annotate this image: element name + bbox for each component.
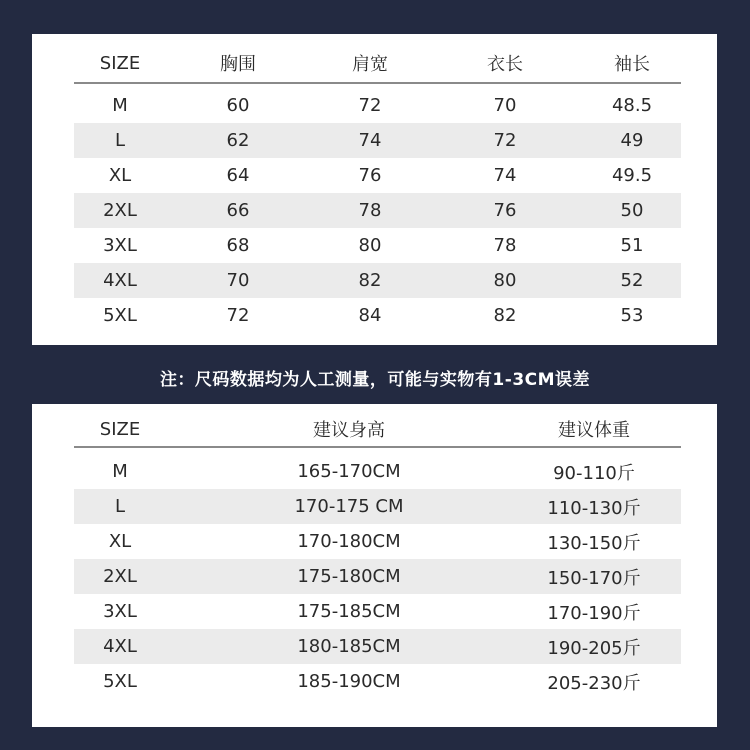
measurement-header-row	[74, 44, 681, 84]
recommendation-panel	[32, 404, 717, 727]
table-row	[74, 123, 681, 158]
table-row	[74, 193, 681, 228]
cell-height: 175-185CM	[297, 601, 401, 622]
measurement-rows	[74, 88, 681, 333]
cell-height: 175-180CM	[297, 566, 401, 587]
table-row	[74, 88, 681, 123]
cell-weight: 170-190斤	[547, 602, 641, 624]
cell-size: L	[114, 130, 126, 151]
cell-chest: 70	[226, 270, 250, 291]
cell-chest: 64	[226, 165, 250, 186]
cell-size: 3XL	[103, 235, 137, 256]
cell-shoulder: 74	[358, 130, 382, 151]
cell-height: 185-190CM	[297, 671, 401, 692]
cell-length: 78	[493, 235, 517, 256]
cell-shoulder: 72	[358, 95, 382, 116]
table-row	[74, 594, 681, 629]
cell-size: 3XL	[103, 601, 137, 622]
cell-height: 180-185CM	[297, 636, 401, 657]
cell-chest: 60	[226, 95, 250, 116]
measurement-panel	[32, 34, 717, 345]
cell-length: 74	[493, 165, 517, 186]
cell-chest: 72	[226, 305, 250, 326]
cell-sleeve: 49	[620, 130, 644, 151]
cell-weight: 130-150斤	[547, 532, 641, 554]
cell-sleeve: 52	[620, 270, 644, 291]
cell-sleeve: 53	[620, 305, 644, 326]
cell-sleeve: 48.5	[611, 95, 653, 116]
header-size: SIZE	[99, 418, 141, 440]
cell-length: 70	[493, 95, 517, 116]
cell-height: 165-170CM	[297, 461, 401, 482]
cell-size: 2XL	[103, 200, 137, 221]
cell-height: 170-175 CM	[294, 496, 404, 517]
cell-size: 5XL	[103, 305, 137, 326]
cell-weight: 205-230斤	[547, 672, 641, 694]
measurement-note: 注：尺码数据均为人工测量，可能与实物有1-3CM误差	[159, 369, 591, 390]
cell-size: XL	[108, 165, 132, 186]
cell-shoulder: 78	[358, 200, 382, 221]
cell-sleeve: 50	[620, 200, 644, 221]
cell-size: 4XL	[103, 270, 137, 291]
table-row	[74, 559, 681, 594]
header-height: 建议身高	[313, 420, 385, 441]
recommendation-rows	[74, 454, 681, 699]
cell-size: XL	[108, 531, 132, 552]
header-length: 衣长	[487, 54, 523, 75]
table-row	[74, 298, 681, 333]
recommendation-header-row	[74, 412, 681, 448]
table-row	[74, 228, 681, 263]
table-row	[74, 158, 681, 193]
cell-shoulder: 76	[358, 165, 382, 186]
measurement-table	[74, 44, 681, 333]
header-chest: 胸围	[220, 54, 256, 75]
header-weight: 建议体重	[558, 420, 630, 441]
table-row	[74, 524, 681, 559]
cell-length: 72	[493, 130, 517, 151]
cell-shoulder: 84	[358, 305, 382, 326]
cell-shoulder: 82	[358, 270, 382, 291]
header-sleeve: 袖长	[614, 54, 650, 75]
cell-shoulder: 80	[358, 235, 382, 256]
cell-chest: 62	[226, 130, 250, 151]
cell-weight: 190-205斤	[547, 637, 641, 659]
table-row	[74, 489, 681, 524]
cell-size: 2XL	[103, 566, 137, 587]
cell-size: M	[112, 461, 128, 482]
cell-chest: 66	[226, 200, 250, 221]
cell-size: M	[112, 95, 128, 116]
cell-weight: 150-170斤	[547, 567, 641, 589]
header-shoulder: 肩宽	[352, 54, 388, 75]
header-size: SIZE	[99, 52, 141, 74]
cell-size: 4XL	[103, 636, 137, 657]
cell-size: 5XL	[103, 671, 137, 692]
table-row	[74, 664, 681, 699]
table-row	[74, 263, 681, 298]
cell-height: 170-180CM	[297, 531, 401, 552]
table-row	[74, 629, 681, 664]
cell-weight: 90-110斤	[553, 462, 635, 484]
cell-weight: 110-130斤	[547, 497, 641, 519]
cell-size: L	[114, 496, 126, 517]
cell-length: 82	[493, 305, 517, 326]
cell-sleeve: 51	[620, 235, 644, 256]
cell-chest: 68	[226, 235, 250, 256]
table-row	[74, 454, 681, 489]
recommendation-table	[74, 412, 681, 699]
cell-sleeve: 49.5	[611, 165, 653, 186]
cell-length: 76	[493, 200, 517, 221]
cell-length: 80	[493, 270, 517, 291]
